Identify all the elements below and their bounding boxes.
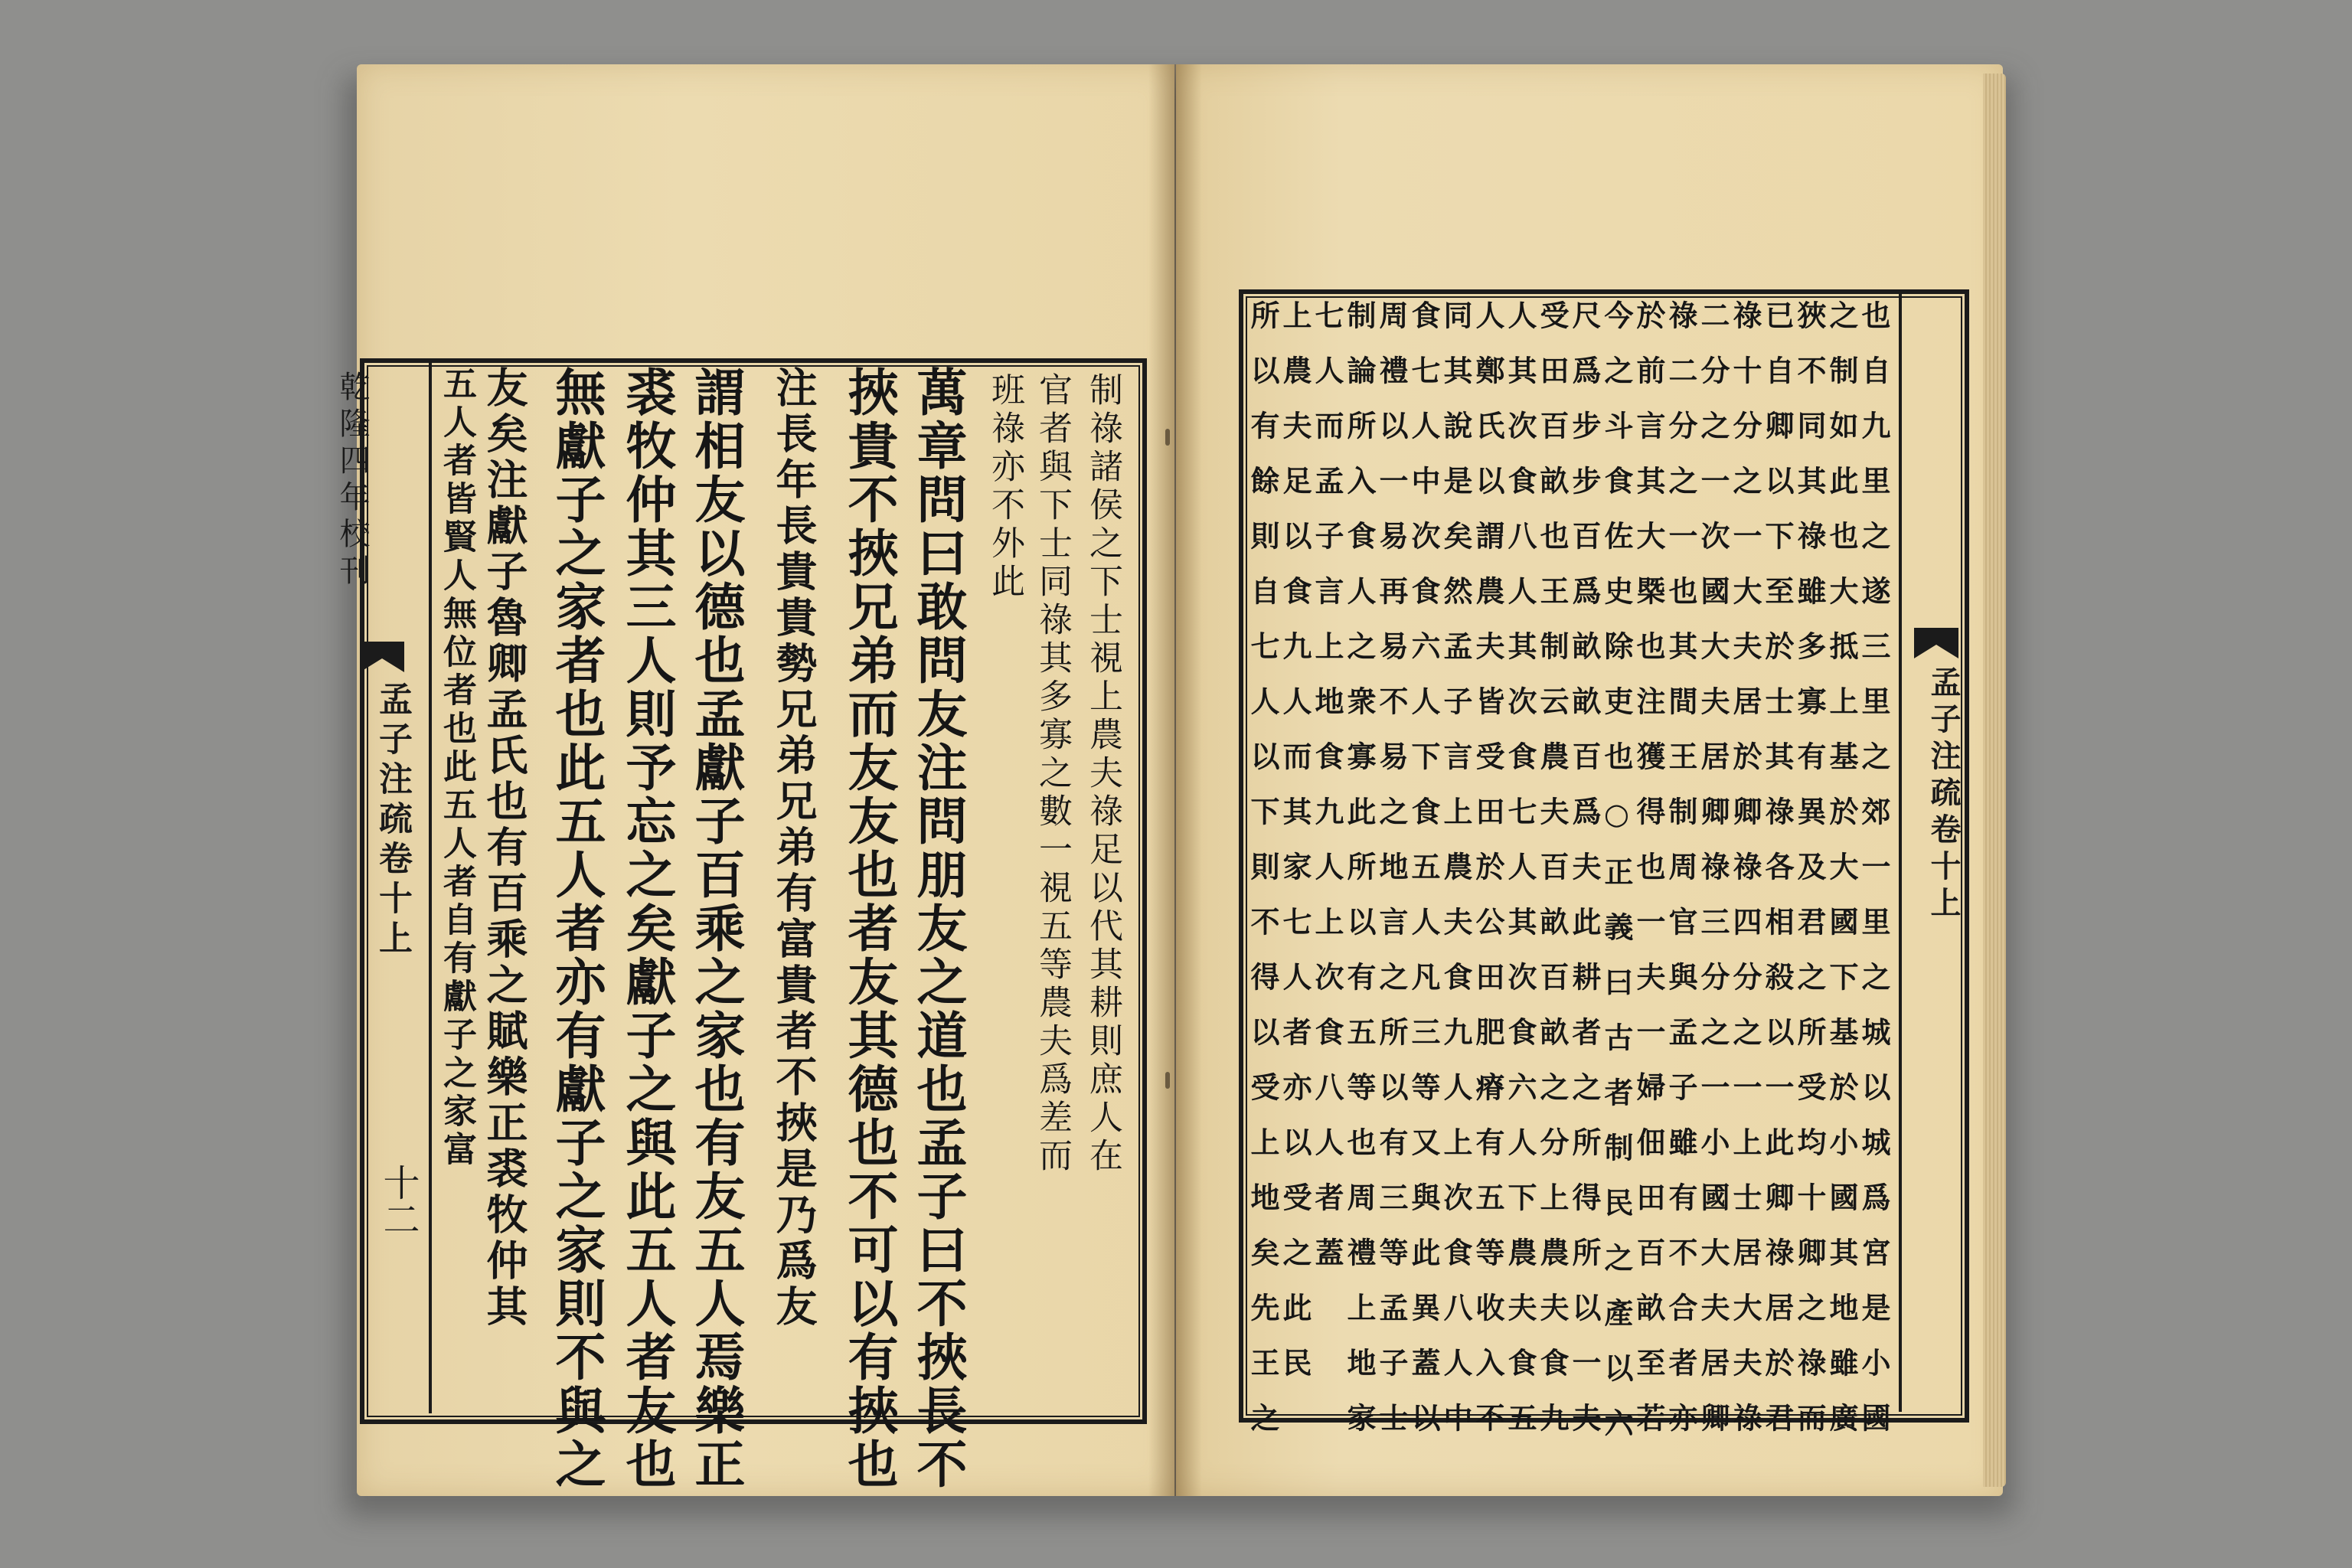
text-column: 挾貴不挾兄弟而友友也者友其德也不可以有挾也 <box>839 366 899 1491</box>
text-column: 裘牧仲其三人則予忘之矣獻子之與此五人者友也 <box>617 366 677 1491</box>
text-column: 祿十分之一大夫居於卿祿四分之一上士居大夫祿 <box>1728 300 1762 1458</box>
right-folio-title: 孟子注疏卷十上 <box>1926 666 1962 923</box>
text-column: 人鄭氏以謂農夫皆受田於公田肥瘠有五等收入不 <box>1471 300 1505 1458</box>
text-column: 謂相友以德也孟獻子百乘之家也有友五人焉樂正 <box>686 366 746 1491</box>
text-column: 同其說是矣然孟子言上農夫食九人上次食八人中 <box>1439 300 1473 1458</box>
text-column: 祿二分之一也其間王制周官與孟子雖有不合者亦 <box>1664 300 1698 1458</box>
text-column: 所以有餘則自七人以下則不得以受上地矣先王之 <box>1246 300 1280 1458</box>
left-text-frame <box>360 358 1147 1424</box>
left-book-title: 孟子注疏卷十上 <box>373 681 412 960</box>
text-column: 也自九里之遂三里之郊一里之城以城爲宮是小國 <box>1857 300 1891 1458</box>
text-column: 狹不同其祿雖多寡有異及君之所受均十卿之祿而 <box>1792 300 1827 1458</box>
text-column: 友矣注獻子魯卿孟氏也有百乘之賦樂正裘牧仲其 <box>480 366 529 1331</box>
text-column: 上農夫足以食九人而其家七人者亦以受之此民 <box>1278 300 1312 1403</box>
book-gutter <box>1148 64 1202 1496</box>
text-column: 今之斗食佐史除吏也○正義曰古者制民之產以六 <box>1599 300 1634 1463</box>
block-rule <box>1899 294 1902 1412</box>
text-column: 人其次食八人其次食七人其次食六人下農夫食五 <box>1503 300 1537 1458</box>
text-column: 已自卿以下至於士其祿各相殺以一此卿祿居於君 <box>1760 300 1795 1458</box>
block-rule <box>429 363 432 1413</box>
text-column: 五人者皆賢人無位者也此五人者自有獻子之家富 <box>437 366 476 1170</box>
left-margin-text: 乾隆四年校刊 <box>335 371 370 591</box>
text-column: 制祿諸侯之下士視上農夫祿足以代其耕則庶人在 <box>1083 372 1122 1176</box>
text-column: 萬章問曰敢問友注問朋友之道也孟子曰不挾長不 <box>908 366 968 1491</box>
text-column: 周禮以一易再易不易之地言之所以有三等孟子士 <box>1374 300 1409 1458</box>
binding-stitch <box>1165 429 1170 446</box>
text-column: 注長年長貴貴勢兄弟兄弟有富貴者不挾是乃爲友 <box>769 366 818 1331</box>
text-column: 無獻子之家者也此五人者亦有獻子之家則不與之 <box>547 366 606 1491</box>
text-column: 官者與下士同祿其多寡之數一視五等農夫爲差而 <box>1033 372 1072 1176</box>
text-column: 受田百畝也王制云農夫百畝百畝之分上農夫食九 <box>1535 300 1570 1458</box>
text-column: 尺爲步步百爲畝畝百爲夫此耕者之所得所以一夫 <box>1567 300 1602 1458</box>
page-edges <box>1983 74 2006 1487</box>
text-column: 七人而孟子言上地食九人上次食八人者蓋 <box>1310 300 1344 1292</box>
text-column: 於前言其大槩也注獲得也一夫一婦佃田百畝至若 <box>1632 300 1666 1458</box>
text-column: 制論所入食人之衆寡此所以有五等也周禮上地家 <box>1342 300 1377 1458</box>
left-folio-number: 十二 <box>377 1164 420 1237</box>
text-column: 班祿亦不外此 <box>985 372 1024 602</box>
text-column: 食七人中次食六人下食五人凡三等又與此異蓋以 <box>1406 300 1441 1458</box>
binding-stitch <box>1165 1072 1170 1089</box>
text-column: 之制如此也大抵上基於大國下基於小國其地雖廣 <box>1824 300 1859 1458</box>
text-column: 二分之一次國大夫居卿祿三分之一小國大夫居卿 <box>1696 300 1730 1458</box>
